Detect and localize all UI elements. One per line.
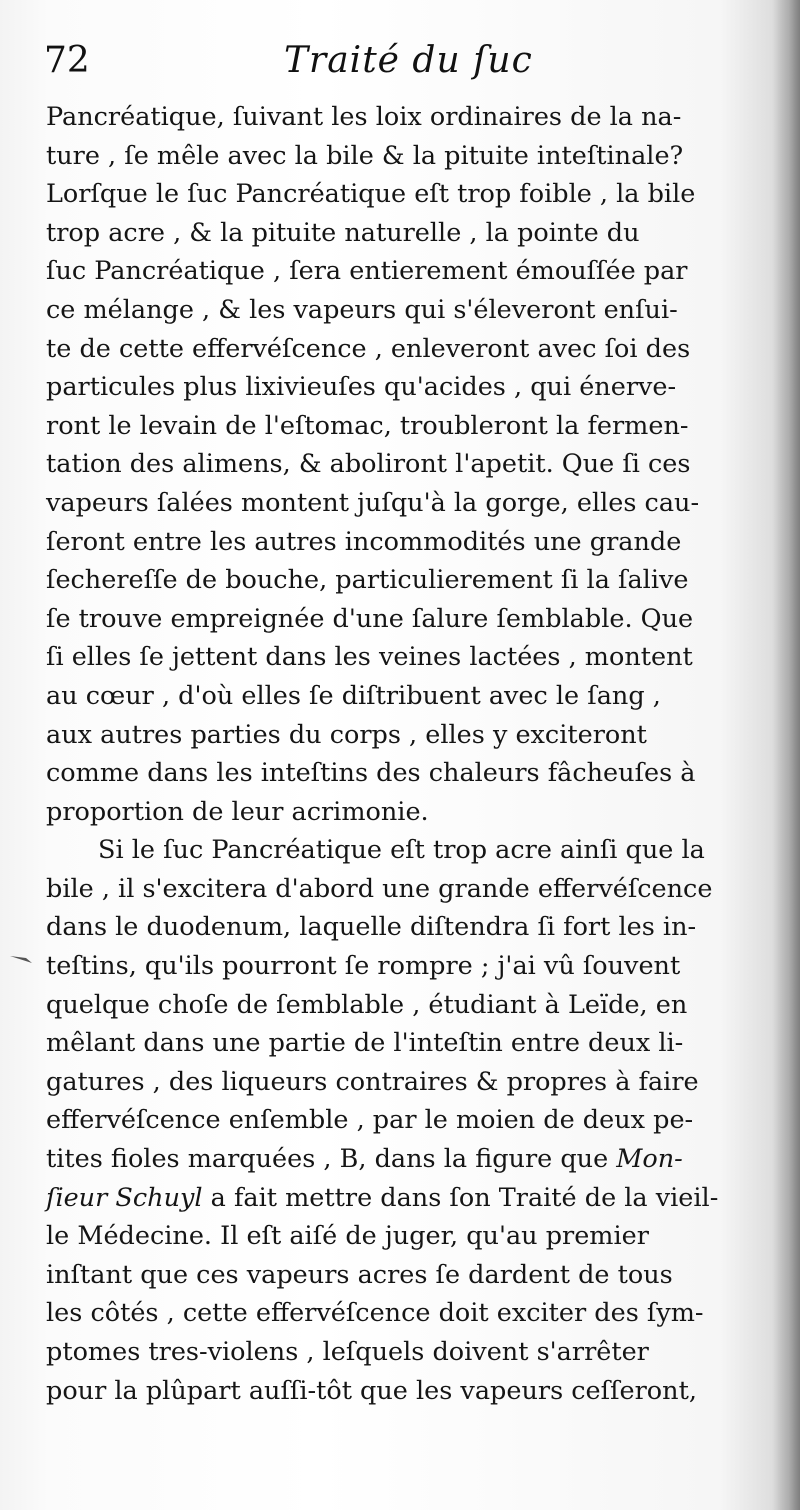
- text-line: ture , ſe mêle avec la bile & la pituite inteſtinale?: [46, 140, 684, 171]
- text-line: ſuc Pancréatique , ſera entierement émouſſée par: [46, 256, 688, 287]
- page-number: 72: [44, 40, 90, 81]
- text-line: ſeront entre les autres incommodités une grande: [46, 526, 682, 557]
- text-line: te de cette effervéſcence , enleveront avec ſoi des: [46, 333, 691, 364]
- italic-name: ſieur Schuyl: [46, 1182, 203, 1213]
- show-through-marks: [190, 1404, 330, 1434]
- line-text: tites fioles marquées , B, dans la figure que: [46, 1144, 609, 1175]
- text-line: [46, 1179, 746, 1218]
- text-line: effervéſcence enſemble , par le moien de deux pe-: [46, 1105, 694, 1136]
- text-line: Lorſque le ſuc Pancréatique eſt trop foible , la bile: [46, 179, 696, 210]
- page-header: [44, 40, 744, 100]
- text-line: [46, 1140, 746, 1179]
- text-line: au cœur , d'où elles ſe diſtribuent avec le ſang ,: [46, 680, 661, 711]
- body-text: [46, 98, 746, 1410]
- text-line: particules plus lixivieuſes qu'acides , qui énerve-: [46, 372, 677, 403]
- text-line: ſe trouve empreignée d'une ſalure ſemblable. Que: [46, 603, 694, 634]
- paragraph-start-line: Si le ſuc Pancréatique eſt trop acre ainſi que la: [98, 835, 705, 866]
- line-text: a fait mettre dans ſon Traité de la vieil-: [210, 1182, 719, 1213]
- text-line: bile , il s'excitera d'abord une grande effervéſcence: [46, 873, 713, 904]
- page-gutter-shadow: [772, 0, 800, 1510]
- text-line: dans le duodenum, laquelle diſtendra ſi fort les in-: [46, 912, 697, 943]
- text-line: aux autres parties du corps , elles y exciteront: [46, 719, 647, 750]
- margin-ink-mark: [8, 952, 36, 966]
- text-line: ſechereſſe de bouche, particulierement ſi la ſalive: [46, 565, 689, 596]
- text-line: pour la plûpart auſſi-tôt que les vapeurs ceſſeront,: [46, 1375, 697, 1406]
- text-line: gatures , des liqueurs contraires & propres à faire: [46, 1066, 699, 1097]
- text-line: teſtins, qu'ils pourront ſe rompre ; j'ai vû ſouvent: [46, 951, 681, 982]
- text-line: comme dans les inteſtins des chaleurs fâcheuſes à: [46, 758, 696, 789]
- running-title: Traité du ſuc: [284, 40, 533, 81]
- text-line: quelque choſe de ſemblable , étudiant à Leïde, en: [46, 989, 688, 1020]
- text-line: mêlant dans une partie de l'inteſtin entre deux li-: [46, 1028, 684, 1059]
- text-line: tation des alimens, & aboliront l'apetit. Que ſi ces: [46, 449, 691, 480]
- text-line: le Médecine. Il eſt aiſé de juger, qu'au premier: [46, 1221, 649, 1252]
- text-line: inſtant que ces vapeurs acres ſe dardent de tous: [46, 1259, 673, 1290]
- text-line: ptomes tres-violens , leſquels doivent s'arrêter: [46, 1337, 649, 1367]
- text-line: vapeurs ſalées montent juſqu'à la gorge, elles cau-: [46, 487, 700, 518]
- text-line: trop acre , & la pituite naturelle , la pointe du: [46, 217, 640, 248]
- text-line: les côtés , cette effervéſcence doit exciter des ſym-: [46, 1298, 704, 1329]
- text-line: ſi elles ſe jettent dans les veines lactées , montent: [46, 642, 693, 673]
- text-line: ront le levain de l'eſtomac, troubleront la fermen-: [46, 410, 689, 441]
- italic-name: Mon-: [616, 1144, 683, 1175]
- text-line: proportion de leur acrimonie.: [46, 796, 429, 827]
- text-line: ce mélange , & les vapeurs qui s'éleveront enſui-: [46, 294, 678, 325]
- text-line: Pancréatique, ſuivant les loix ordinaires de la na-: [46, 102, 682, 132]
